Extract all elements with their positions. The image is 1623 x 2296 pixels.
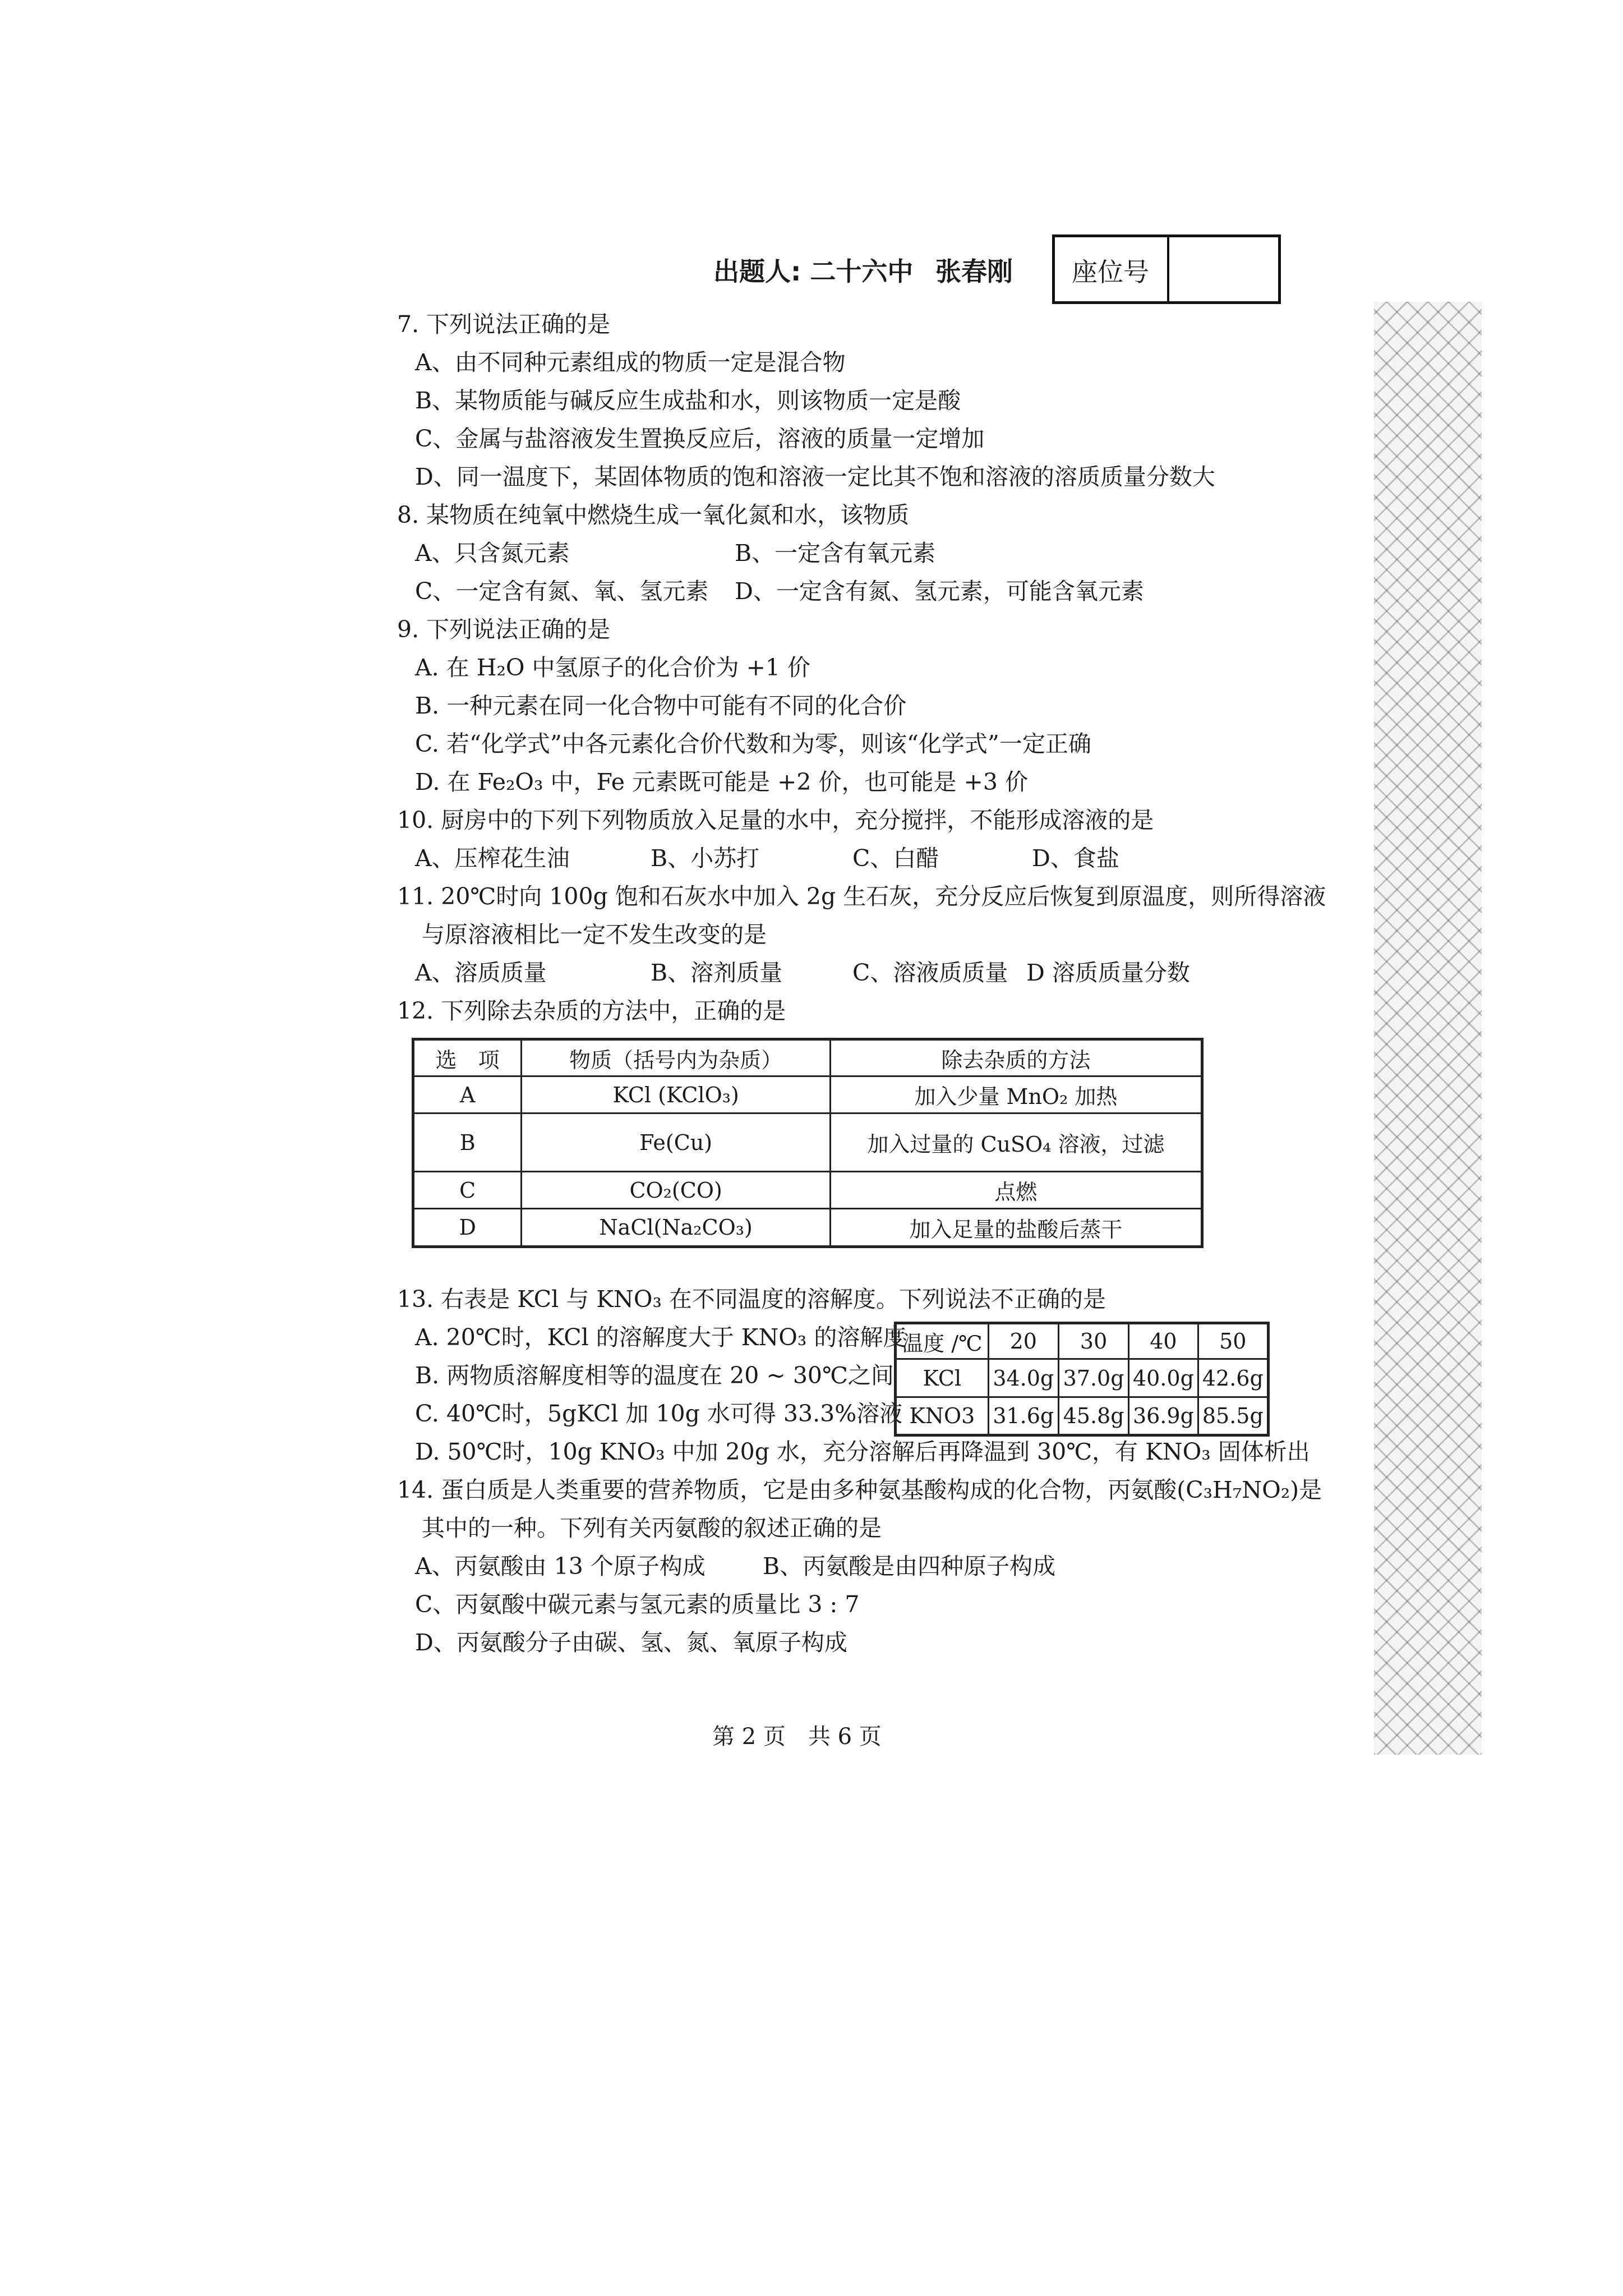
table-cell: 加入足量的盐酸后蒸干 (830, 1209, 1202, 1247)
q14-option-b: B、丙氨酸是由四种原子构成 (763, 1553, 1056, 1580)
table-header-cell: 20 (988, 1323, 1058, 1359)
q8-option-d: D、一定含有氮、氢元素，可能含氧元素 (735, 578, 1144, 605)
q13-option-c: C. 40℃时，5gKCl 加 10g 水可得 33.3%溶液 (415, 1400, 903, 1427)
table-header-cell: 温度 /℃ (896, 1323, 989, 1359)
table-cell: 45.8g (1058, 1397, 1128, 1435)
q11-option-c: C、溶液质质量 (852, 959, 1008, 986)
table-cell: KNO3 (896, 1397, 989, 1435)
q7-option-d: D、同一温度下，某固体物质的饱和溶液一定比其不饱和溶液的溶质质量分数大 (415, 463, 1215, 490)
q10-option-d: D、食盐 (1032, 845, 1119, 872)
table-cell: 36.9g (1129, 1397, 1198, 1435)
author-label: 出题人: 二十六中 (713, 256, 914, 287)
table-cell: 点燃 (830, 1172, 1202, 1209)
table-header-row (413, 1039, 1202, 1076)
q13-option-d: D. 50℃时，10g KNO₃ 中加 20g 水，充分溶解后再降温到 30℃，有 KNO₃ 固体析出 (415, 1438, 1310, 1465)
table-header-cell: 选 项 (413, 1039, 522, 1076)
table-cell: 34.0g (988, 1359, 1058, 1397)
table-cell: 40.0g (1129, 1359, 1198, 1397)
q9-option-b: B. 一种元素在同一化合物中可能有不同的化合价 (415, 692, 907, 719)
solubility-header-row (896, 1323, 1269, 1359)
table-cell: NaCl(Na₂CO₃) (522, 1209, 831, 1247)
q11-stem-line1: 11. 20℃时向 100g 饱和石灰水中加入 2g 生石灰，充分反应后恢复到原温度，则所得溶液 (397, 883, 1326, 910)
q10-option-a: A、压榨花生油 (415, 845, 570, 872)
seat-label: 座位号 (1072, 257, 1149, 287)
q10-option-c: C、白醋 (852, 845, 939, 872)
table-cell: Fe(Cu) (522, 1114, 831, 1172)
table-row (896, 1397, 1269, 1435)
seat-divider (1167, 237, 1169, 301)
table-row (413, 1114, 1202, 1172)
q13-option-b: B. 两物质溶解度相等的温度在 20 ~ 30℃之间 (415, 1362, 894, 1389)
q8-stem: 8. 某物质在纯氧中燃烧生成一氧化氮和水，该物质 (397, 501, 910, 528)
table-header-cell: 50 (1198, 1323, 1268, 1359)
q14-option-c: C、丙氨酸中碳元素与氢元素的质量比 3 : 7 (415, 1591, 860, 1618)
solubility-table (894, 1322, 1270, 1437)
table-cell: B (413, 1114, 522, 1172)
q8-option-b: B、一定含有氧元素 (735, 540, 936, 567)
q9-stem: 9. 下列说法正确的是 (397, 616, 611, 643)
table-header-cell: 30 (1058, 1323, 1128, 1359)
q7-option-a: A、由不同种元素组成的物质一定是混合物 (415, 349, 846, 376)
table-cell: 加入过量的 CuSO₄ 溶液，过滤 (830, 1114, 1202, 1172)
q9-option-c: C. 若“化学式”中各元素化合价代数和为零，则该“化学式”一定正确 (415, 730, 1091, 757)
seat-number-box (1052, 234, 1281, 304)
table-cell: 加入少量 MnO₂ 加热 (830, 1076, 1202, 1114)
q7-option-b: B、某物质能与碱反应生成盐和水，则该物质一定是酸 (415, 387, 961, 414)
q9-option-a: A. 在 H₂O 中氢原子的化合价为 +1 价 (415, 654, 811, 681)
table-header-cell: 物质（括号内为杂质） (522, 1039, 831, 1076)
q14-option-a: A、丙氨酸由 13 个原子构成 (415, 1553, 706, 1580)
table-cell: 42.6g (1198, 1359, 1268, 1397)
table-cell: KCl (896, 1359, 989, 1397)
q11-option-b: B、溶剂质量 (651, 959, 783, 986)
table-cell: C (413, 1172, 522, 1209)
q14-stem-line1: 14. 蛋白质是人类重要的营养物质，它是由多种氨基酸构成的化合物，丙氨酸(C₃H₇NO₂)是 (397, 1476, 1322, 1503)
q14-option-d: D、丙氨酸分子由碳、氢、氮、氧原子构成 (415, 1629, 847, 1656)
q10-option-b: B、小苏打 (651, 845, 760, 872)
page-number: 第 2 页 共 6 页 (712, 1724, 882, 1750)
q11-stem-line2: 与原溶液相比一定不发生改变的是 (422, 921, 767, 948)
q13-stem: 13. 右表是 KCl 与 KNO₃ 在不同温度的溶解度。下列说法不正确的是 (397, 1286, 1106, 1313)
table-row (413, 1076, 1202, 1114)
q13-option-a: A. 20℃时，KCl 的溶解度大于 KNO₃ 的溶解度 (415, 1324, 906, 1351)
table-header-cell: 40 (1129, 1323, 1198, 1359)
q8-option-a: A、只含氮元素 (415, 540, 570, 567)
q12-stem: 12. 下列除去杂质的方法中，正确的是 (397, 997, 786, 1024)
table-cell: A (413, 1076, 522, 1114)
table-cell: 85.5g (1198, 1397, 1268, 1435)
q14-stem-line2: 其中的一种。下列有关丙氨酸的叙述正确的是 (422, 1515, 882, 1542)
table-cell: 37.0g (1058, 1359, 1128, 1397)
author-name: 张春刚 (935, 256, 1013, 287)
table-cell: KCl (KClO₃) (522, 1076, 831, 1114)
q11-option-a: A、溶质质量 (415, 959, 547, 986)
table-header-cell: 除去杂质的方法 (830, 1039, 1202, 1076)
table-row (413, 1172, 1202, 1209)
q7-option-c: C、金属与盐溶液发生置换反应后，溶液的质量一定增加 (415, 425, 985, 452)
table-row (896, 1359, 1269, 1397)
q8-option-c: C、一定含有氮、氧、氢元素 (415, 578, 709, 605)
table-cell: D (413, 1209, 522, 1247)
q12-impurity-table (412, 1038, 1204, 1248)
table-row (413, 1209, 1202, 1247)
table-cell: 31.6g (988, 1397, 1058, 1435)
q9-option-d: D. 在 Fe₂O₃ 中，Fe 元素既可能是 +2 价，也可能是 +3 价 (415, 769, 1029, 795)
q11-option-d: D 溶质质量分数 (1026, 959, 1190, 986)
table-cell: CO₂(CO) (522, 1172, 831, 1209)
q10-stem: 10. 厨房中的下列下列物质放入足量的水中，充分搅拌，不能形成溶液的是 (397, 807, 1154, 834)
binding-margin-pattern (1374, 302, 1482, 1755)
q7-stem: 7. 下列说法正确的是 (397, 311, 611, 338)
